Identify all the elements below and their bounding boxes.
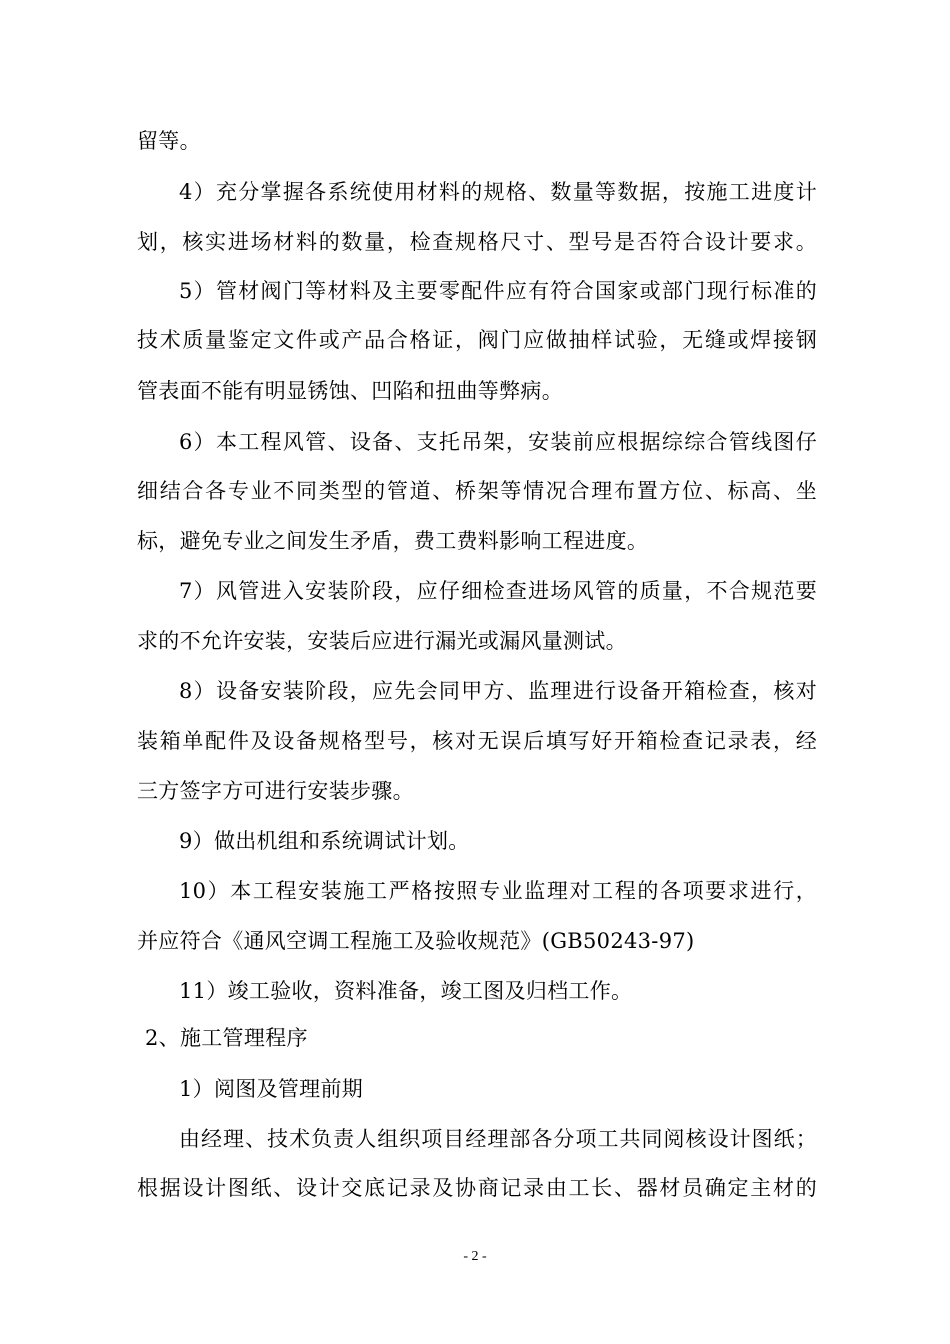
- text-line-13: 装箱单配件及设备规格型号，核对无误后填写好开箱检查记录表，经: [137, 729, 817, 753]
- text-line-7: 6）本工程风管、设备、支托吊架，安装前应根据综综合管线图仔: [179, 430, 817, 454]
- text-line-4: 5）管材阀门等材料及主要零配件应有符合国家或部门现行标准的: [179, 279, 817, 303]
- section-heading: 2、施工管理程序: [145, 1026, 308, 1050]
- text-line-22: 根据设计图纸、设计交底记录及协商记录由工长、器材员确定主材的: [137, 1176, 817, 1200]
- text-line-6: 管表面不能有明显锈蚀、凹陷和扭曲等弊病。: [137, 379, 563, 403]
- text-line-16: 10）本工程安装施工严格按照专业监理对工程的各项要求进行，: [179, 879, 817, 903]
- page-number: - 2 -: [463, 1249, 487, 1264]
- text-line-11: 求的不允许安装，安装后应进行漏光或漏风量测试。: [137, 629, 627, 653]
- text-line-14: 三方签字方可进行安装步骤。: [137, 779, 414, 803]
- text-line-10: 7）风管进入安装阶段，应仔细检查进场风管的质量，不合规范要: [179, 579, 817, 603]
- text-line-1: 留等。: [137, 129, 201, 153]
- text-line-8: 细结合各专业不同类型的管道、桥架等情况合理布置方位、标高、坐: [137, 479, 817, 503]
- text-line-3: 划，核实进场材料的数量，检查规格尺寸、型号是否符合设计要求。: [137, 230, 817, 254]
- text-line-9: 标，避免专业之间发生矛盾，费工费料影响工程进度。: [137, 529, 649, 553]
- text-line-21: 由经理、技术负责人组织项目经理部各分项工共同阅核设计图纸；: [179, 1127, 817, 1151]
- text-line-2: 4）充分掌握各系统使用材料的规格、数量等数据，按施工进度计: [179, 180, 817, 204]
- text-line-17: 并应符合《通风空调工程施工及验收规范》(GB50243-97): [137, 929, 695, 953]
- text-line-5: 技术质量鉴定文件或产品合格证，阀门应做抽样试验，无缝或焊接钢: [137, 328, 817, 352]
- text-line-12: 8）设备安装阶段，应先会同甲方、监理进行设备开箱检查，核对: [179, 679, 817, 703]
- text-line-15: 9）做出机组和系统调试计划。: [179, 829, 470, 853]
- text-line-18: 11）竣工验收，资料准备，竣工图及归档工作。: [179, 979, 633, 1003]
- text-line-20: 1）阅图及管理前期: [179, 1077, 364, 1101]
